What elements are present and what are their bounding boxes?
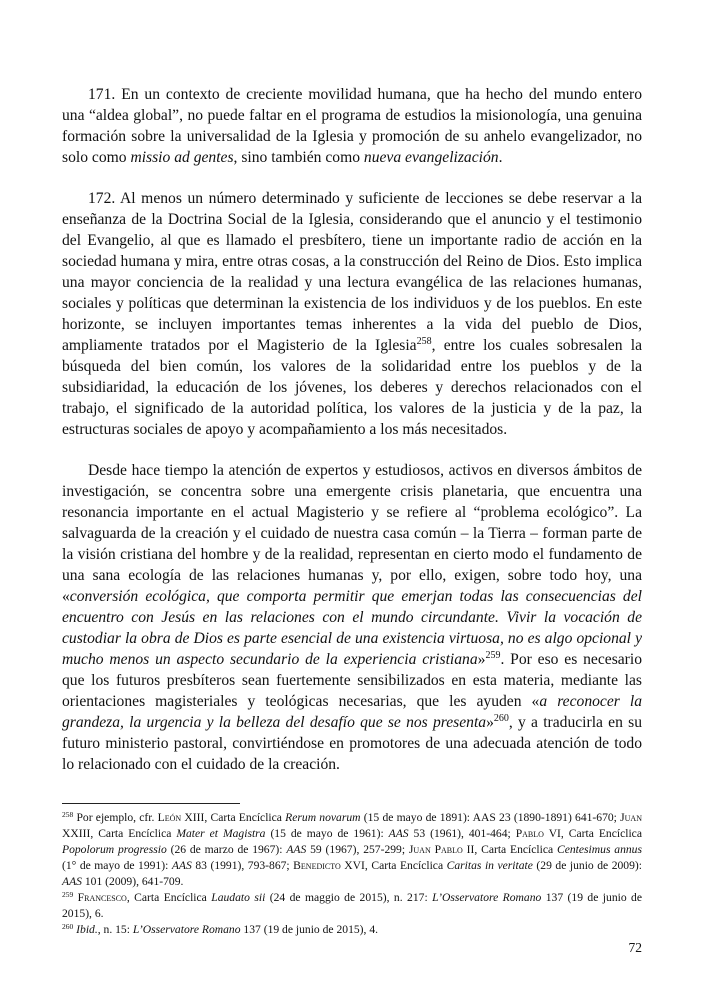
- paragraph-text: , y a traducirla en su futuro ministerio pastoral, convirtiéndose en promotores de una adecuada atención de todo lo relacionado con el cuidado de la creación.: [62, 714, 642, 773]
- italic-text: missio ad gentes: [130, 149, 234, 166]
- italic-text: L’Osservatore Romano: [132, 923, 241, 936]
- italic-text: AAS: [171, 859, 192, 872]
- footnote-number: 260: [62, 922, 74, 931]
- paragraph-text: »: [486, 714, 494, 731]
- paragraph-text: 171. En un contexto de creciente movilidad humana, que ha hecho del mundo entero una “aldea global”, no puede faltar en el programa de estudios la misionología, una genuina formación sobre la universalidad de la Iglesia y promoción de su anhelo evangelizador, no solo como: [62, 86, 642, 166]
- paragraph-171: [62, 84, 642, 168]
- paragraph-text: , entre los cuales sobresalen la búsqueda del bien común, los valores de la solidaridad entre los pueblos y de la subsidiaridad, la educación de los jóvenes, los deberes y derechos relacionados con el trabajo, el significado de la autoridad política, los valores de la justicia y de la paz, la estructuras sociales de apoyo y acompañamiento a los más necesitados.: [62, 337, 642, 438]
- footnote-text: Por ejemplo, cfr. L: [73, 811, 165, 824]
- italic-text: Mater et Magistra: [176, 827, 266, 840]
- footnote-259: [62, 890, 642, 922]
- italic-text: Centesimus annus: [557, 843, 642, 856]
- footnote-258: [62, 810, 642, 890]
- footnote-text: (15 de mayo de 1961):: [265, 827, 389, 840]
- footnote-text: XIII, Carta Encíclica: [181, 811, 286, 824]
- paragraph-text: 172. Al menos un número determinado y suficiente de lecciones se debe reservar a la enseñanza de la Doctrina Social de la Iglesia, considerando que el anuncio y el testimonio del Evangelio, al que es llamado el presbítero, tiene un importante radio de acción en la sociedad humana y mira, entre otras cosas, a la construcción del Reino de Dios. Esto implica una mayor conciencia de la realidad y una lectura evangélica de las relaciones humanas, sociales y políticas que determinan la existencia de los individuos y de los pueblos. En este horizonte, se incluyen importantes temas inherentes a la vida del pueblo de Dios, ampliamente tratados por el Magisterio de la Iglesia: [62, 190, 642, 354]
- footnote-number: 258: [62, 810, 74, 819]
- italic-text: Laudato sii: [211, 891, 266, 904]
- italic-text: Popolorum progressio: [62, 843, 167, 856]
- italic-text: L’Osservatore Romano: [432, 891, 542, 904]
- paragraph-text: »: [477, 651, 486, 668]
- paragraph-ecology: [62, 460, 642, 775]
- footnote-text: P: [430, 843, 442, 856]
- footnote-number: 259: [62, 890, 74, 899]
- footnotes: [62, 810, 642, 938]
- paragraph-text: Desde hace tiempo la atención de expertos y estudiosos, activos en diversos ámbitos de investigación, se concentra sobre una emergente crisis planetaria, que encuentra una resonancia importante en el actual Magisterio y se refiere al “problema ecológico”. La salvaguarda de la creación y el cuidado de nuestra casa común – la Tierra – forman parte de la visión cristiana del hombre y de la realidad, representan en cierto modo el fundamento de una sana ecología de las relaciones humanas y, por ello, exigen, sobre todo hoy, una «: [62, 462, 642, 605]
- footnote-text: 83 (1991), 793-867; B: [191, 859, 301, 872]
- footnote-text: 137 (19 de junio de 2015), 6.: [62, 891, 643, 920]
- small-caps-text: uan: [624, 811, 642, 824]
- italic-quote: conversión ecológica, que comporta permitir que emerjan todas las consecuencias del encuentro con Jesús en las relaciones con el mundo circundante. Vivir la vocación de custodiar la obra de Dios es parte esencial de una existencia virtuosa, no es algo opcional y mucho menos un aspecto secundario de la experiencia cristiana: [62, 588, 642, 668]
- page-number: 72: [628, 940, 642, 955]
- footnote-text: 53 (1961), 401-464; P: [408, 827, 523, 840]
- body-text: [62, 84, 642, 775]
- italic-text: nueva evangelización: [363, 149, 499, 166]
- small-caps-text: rancesco: [84, 891, 127, 904]
- footnote-text: 101 (2009), 641-709.: [81, 875, 184, 888]
- footnote-text: XVI, Carta Encíclica: [340, 859, 447, 872]
- small-caps-text: ablo: [522, 827, 544, 840]
- footnote-text: (1° de mayo de 1991):: [62, 859, 172, 872]
- italic-text: AAS: [388, 827, 409, 840]
- footnote-260: [62, 922, 642, 938]
- paragraph-text: , sino también como: [233, 149, 364, 166]
- footnote-ref-259[interactable]: 259: [485, 650, 501, 661]
- italic-text: Rerum novarum: [285, 811, 361, 824]
- small-caps-text: enedicto: [300, 859, 341, 872]
- footnote-text: , Carta Encíclica: [126, 891, 212, 904]
- footnote-divider: [62, 803, 240, 804]
- italic-text: AAS: [62, 875, 82, 888]
- paragraph-text: .: [498, 149, 503, 166]
- italic-quote: a reconocer la grandeza, la urgencia y la belleza del desafío que se nos presenta: [62, 693, 642, 731]
- paragraph-text: . Por eso es necesario que los futuros presbíteros sean fuertemente sensibilizados en esta materia, mediante las orientaciones magisteriales y teológicas necesarias, que les ayuden «: [62, 651, 643, 710]
- italic-text: Ibid.: [76, 923, 98, 936]
- footnote-text: (24 de maggio de 2015), n. 217:: [265, 891, 433, 904]
- footnote-text: (26 de marzo de 1967):: [166, 843, 287, 856]
- footnote-text: (29 de junio de 2009):: [532, 859, 642, 872]
- footnote-text: 137 (19 de junio de 2015), 4.: [240, 923, 379, 936]
- footnote-ref-258[interactable]: 258: [416, 336, 432, 347]
- small-caps-text: uan: [413, 843, 431, 856]
- footnote-text: XXIII, Carta Encíclica: [62, 827, 177, 840]
- footnote-text: VI, Carta Encíclica: [543, 827, 642, 840]
- footnote-text: , n. 15:: [97, 923, 133, 936]
- small-caps-text: eón: [164, 811, 182, 824]
- paragraph-172: [62, 188, 642, 440]
- footnote-text: II, Carta Encíclica: [462, 843, 557, 856]
- small-caps-text: ablo: [441, 843, 463, 856]
- footnote-text: (15 de mayo de 1891): AAS 23 (1890-1891) 641-670; J: [360, 811, 625, 824]
- italic-text: AAS: [286, 843, 307, 856]
- footnote-text: F: [73, 891, 85, 904]
- footnote-text: 59 (1967), 257-299; J: [306, 843, 414, 856]
- footnote-ref-260[interactable]: 260: [493, 713, 509, 724]
- italic-text: Caritas in veritate: [446, 859, 533, 872]
